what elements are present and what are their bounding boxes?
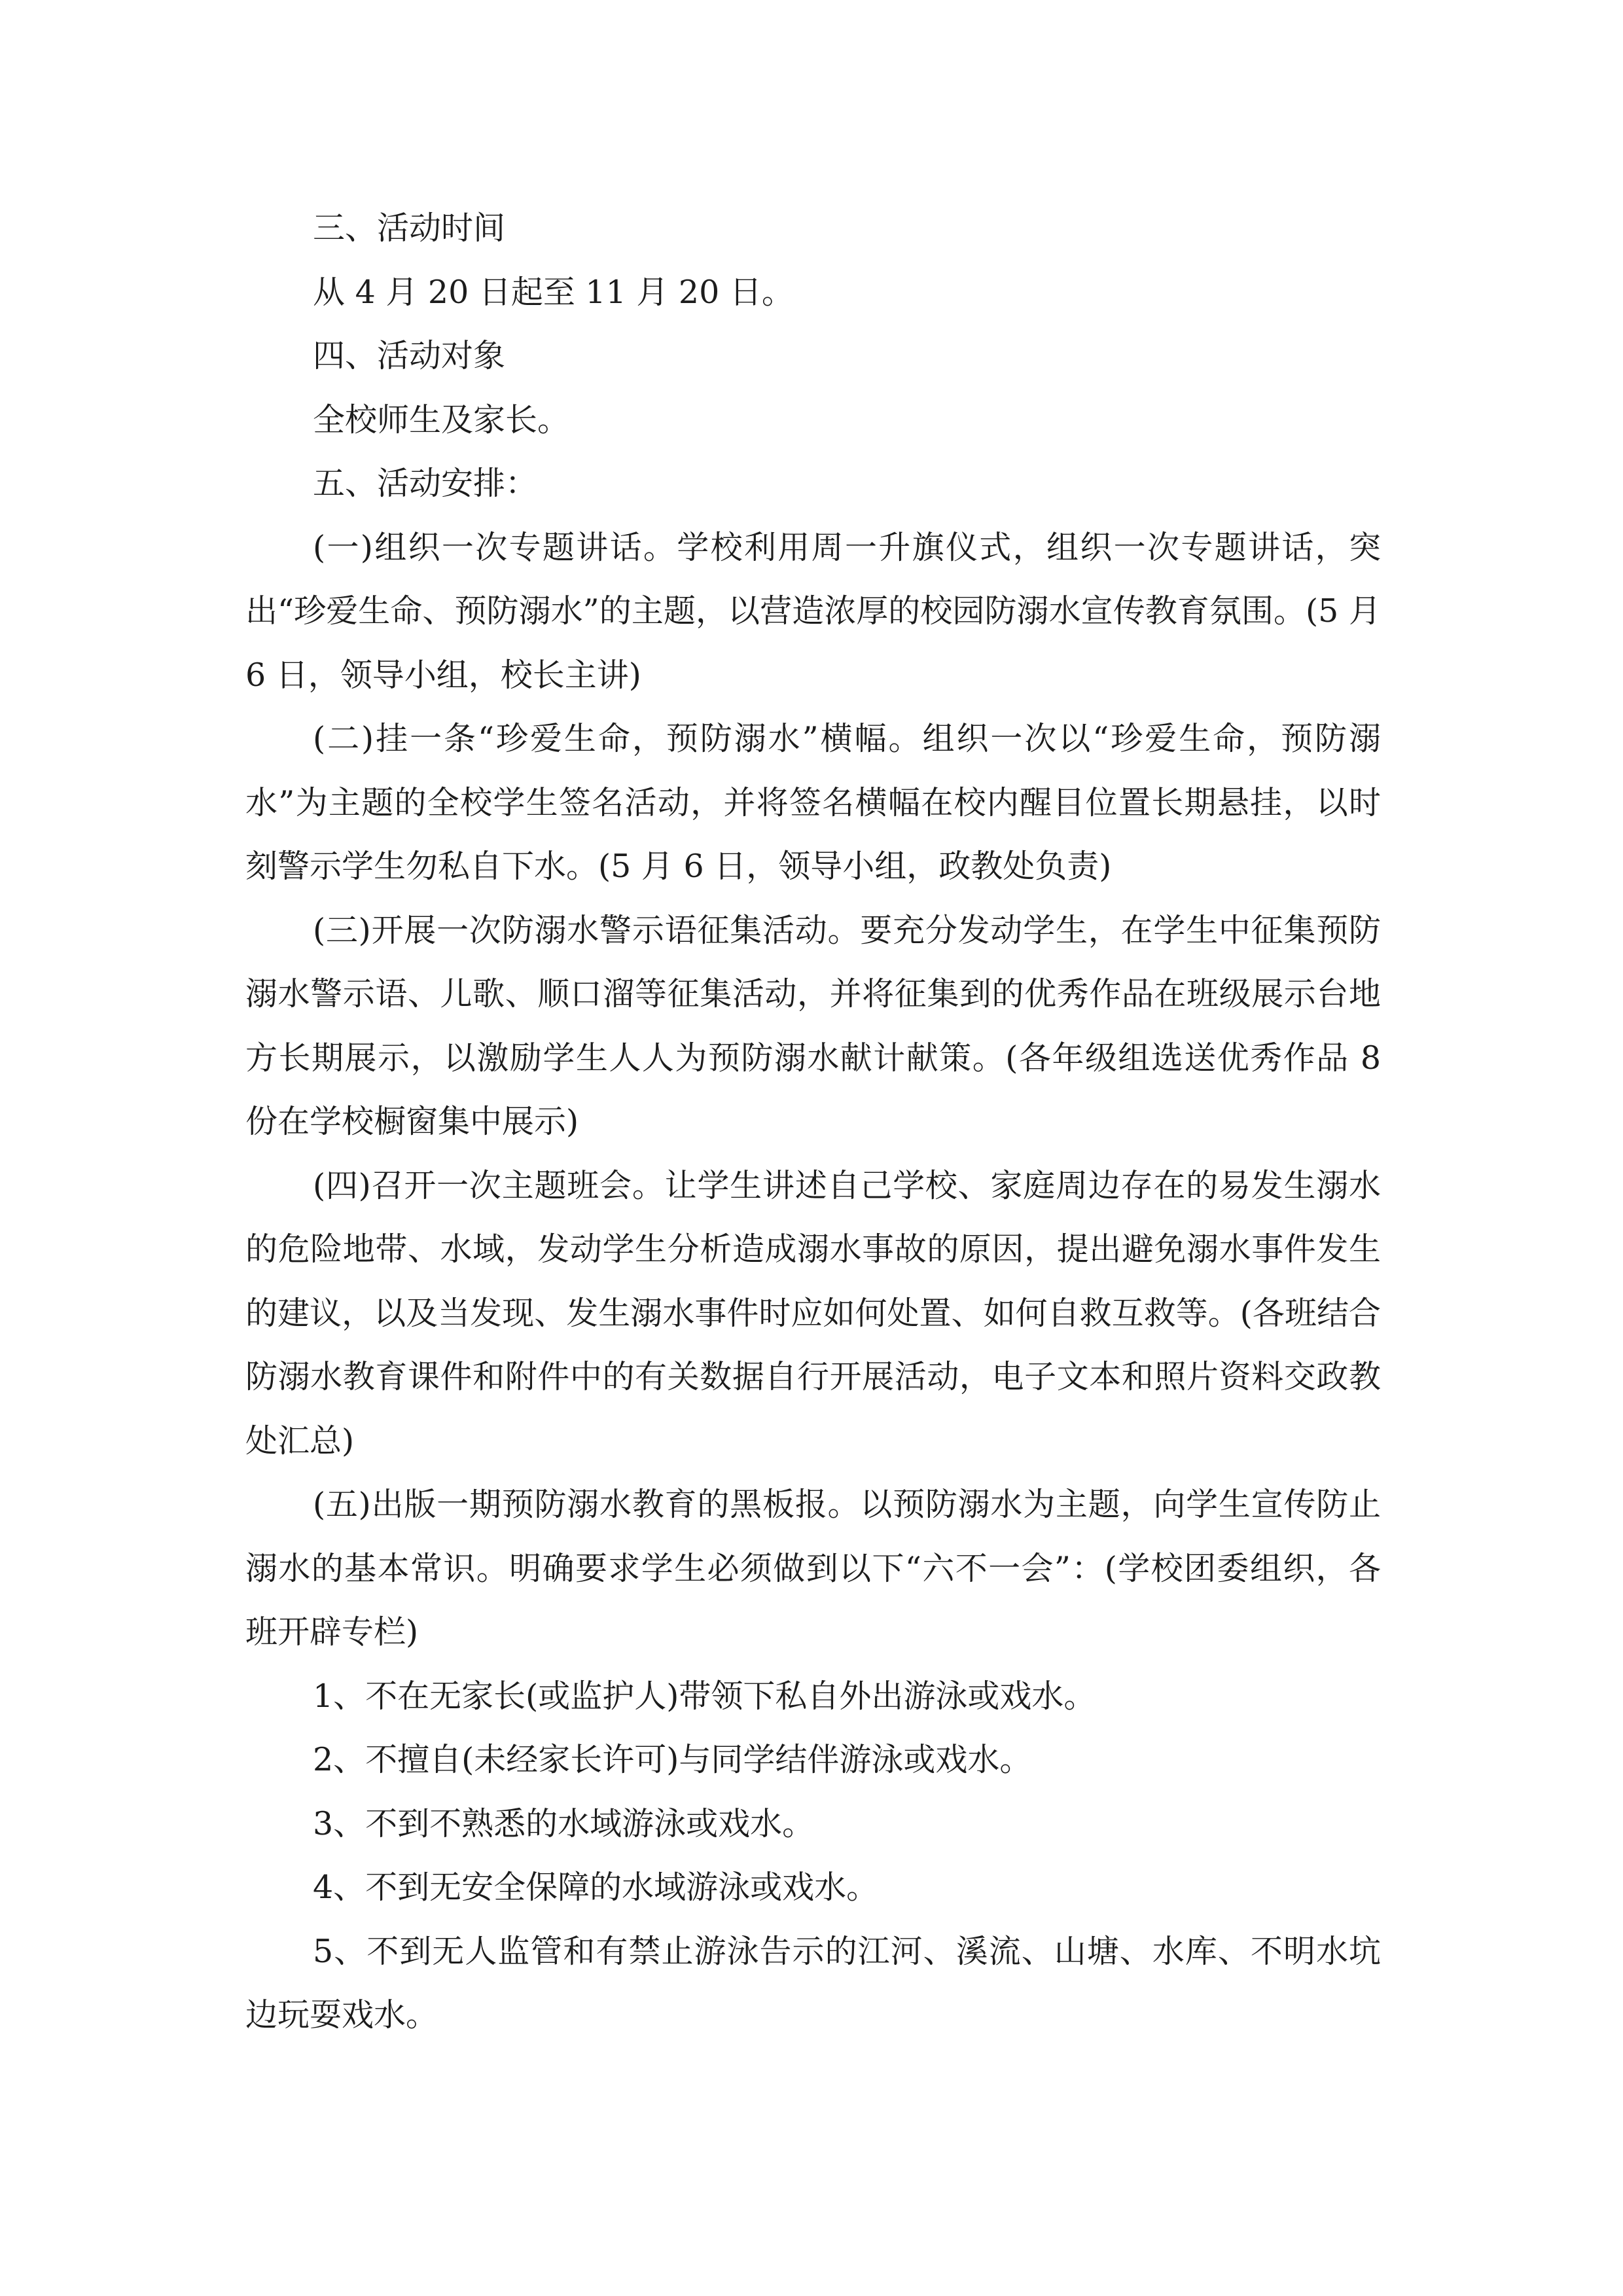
activity-time-text: 从 4 月 20 日起至 11 月 20 日。 bbox=[313, 273, 794, 311]
section-heading-activity-target: 四、活动对象 bbox=[313, 337, 506, 374]
rule-item-3: 3、不到不熟悉的水域游泳或戏水。 bbox=[313, 1804, 815, 1842]
section-heading-activity-arrangement: 五、活动安排： bbox=[313, 465, 538, 502]
rule-item-4: 4、不到无安全保障的水域游泳或戏水。 bbox=[313, 1869, 879, 1906]
rule-item-5: 5、不到无人监管和有禁止游泳告示的江河、溪流、山塘、水库、不明水坑边玩耍戏水。 bbox=[245, 1932, 1381, 2034]
arrangement-item-1: (一)组织一次专题讲话。学校利用周一升旗仪式，组织一次专题讲话，突出“珍爱生命、预防溺水”的主题，以营造浓厚的校园防溺水宣传教育氛围。(5 月 6 日，领导小组，校长主讲) bbox=[245, 528, 1381, 694]
arrangement-item-4: (四)召开一次主题班会。让学生讲述自己学校、家庭周边存在的易发生溺水的危险地带、水域，发动学生分析造成溺水事故的原因，提出避免溺水事件发生的建议，以及当发现、发生溺水事件时应如何处置、如何自救互救等。(各班结合防溺水教育课件和附件中的有关数据自行开展活动，电子文本和照片资料交政教处汇总) bbox=[245, 1166, 1381, 1460]
activity-target-text: 全校师生及家长。 bbox=[313, 401, 570, 439]
arrangement-item-5: (五)出版一期预防溺水教育的黑板报。以预防溺水为主题，向学生宣传防止溺水的基本常识。明确要求学生必须做到以下“六不一会”：(学校团委组织，各班开辟专栏) bbox=[245, 1486, 1381, 1651]
rule-item-2: 2、不擅自(未经家长许可)与同学结伴游泳或戏水。 bbox=[313, 1741, 1032, 1778]
section-heading-activity-time: 三、活动时间 bbox=[313, 209, 506, 247]
rule-item-1: 1、不在无家长(或监护人)带领下私自外出游泳或戏水。 bbox=[313, 1677, 1096, 1715]
arrangement-item-3: (三)开展一次防溺水警示语征集活动。要充分发动学生，在学生中征集预防溺水警示语、儿歌、顺口溜等征集活动，并将征集到的优秀作品在班级展示台地方长期展示，以激励学生人人为预防溺水献计献策。(各年级组选送优秀作品 8 份在学校橱窗集中展示) bbox=[245, 911, 1381, 1140]
document-body bbox=[245, 196, 1381, 2047]
arrangement-item-2: (二)挂一条“珍爱生命，预防溺水”横幅。组织一次以“珍爱生命，预防溺水”为主题的全校学生签名活动，并将签名横幅在校内醒目位置长期悬挂，以时刻警示学生勿私自下水。(5 月 6 日，领导小组，政教处负责) bbox=[245, 720, 1381, 885]
